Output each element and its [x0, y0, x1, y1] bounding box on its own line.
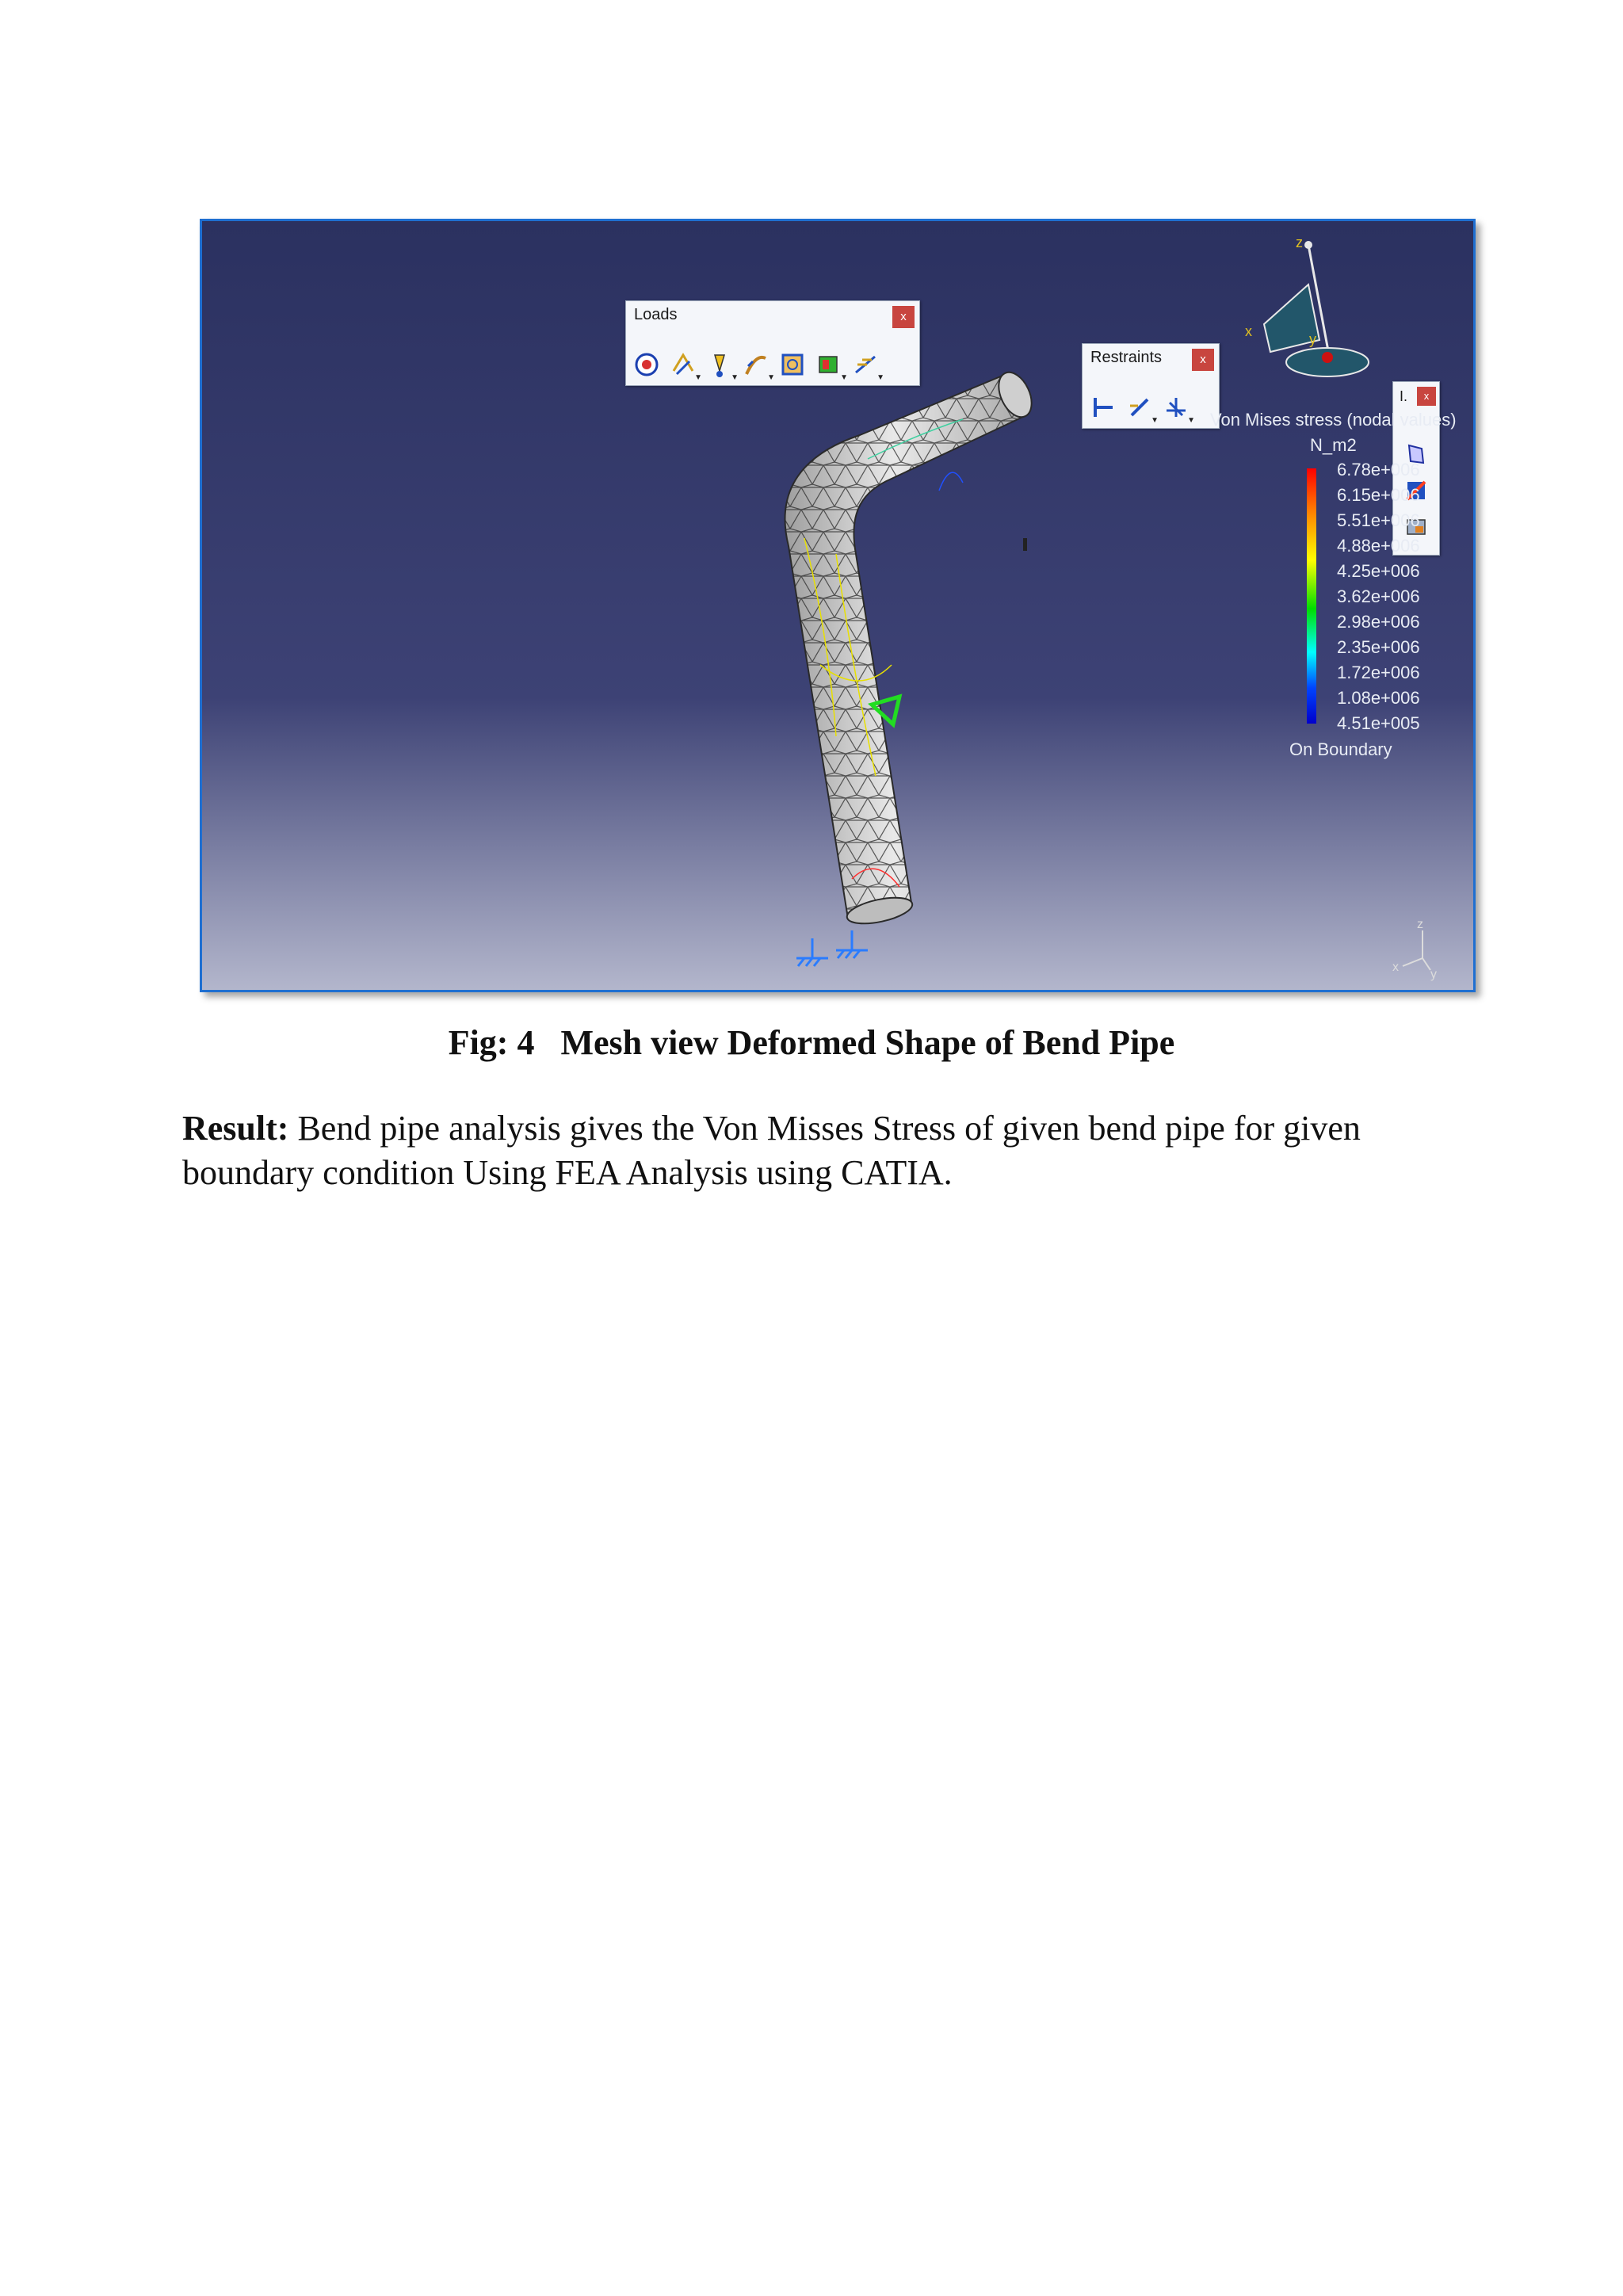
small-marker [1023, 538, 1027, 551]
moment-icon[interactable]: ▼ [705, 350, 734, 379]
line-force-icon[interactable]: ▼ [851, 350, 880, 379]
stress-legend [1210, 410, 1472, 965]
legend-unit: N_m2 [1310, 435, 1357, 455]
pressure-icon[interactable] [632, 350, 661, 379]
legend-values [1337, 457, 1420, 736]
loads-toolbar[interactable] [625, 300, 920, 386]
fea-figure [200, 219, 1476, 992]
legend-value: 3.62e+006 [1337, 586, 1420, 606]
svg-text:z: z [1417, 918, 1423, 931]
image-toolbar-title: I. [1400, 388, 1408, 404]
legend-value: 2.98e+006 [1337, 612, 1420, 632]
bearing-load-icon[interactable]: ▼ [742, 350, 770, 379]
result-paragraph [182, 1106, 1482, 1195]
legend-color-bar [1307, 468, 1316, 724]
figure-caption [0, 1022, 1623, 1063]
importing-force-icon[interactable] [778, 350, 807, 379]
distributed-force-icon[interactable]: ▼ [669, 350, 697, 379]
iso-static-restraint-icon[interactable]: ▼ [1162, 393, 1190, 422]
restraints-toolbar[interactable] [1082, 343, 1220, 429]
loads-toolbar-title: Loads [634, 306, 678, 323]
caption-prefix: Fig: 4 [448, 1023, 535, 1062]
svg-text:z: z [1296, 235, 1303, 250]
restraints-toolbar-title: Restraints [1090, 349, 1163, 366]
svg-text:y: y [1309, 331, 1316, 347]
legend-value: 2.35e+006 [1337, 637, 1420, 657]
legend-value: 1.08e+006 [1337, 688, 1420, 708]
body-force-icon[interactable]: ▼ [815, 350, 843, 379]
result-label: Result: [182, 1109, 289, 1148]
legend-footer: On Boundary [1289, 739, 1392, 759]
legend-value: 4.88e+006 [1337, 536, 1420, 556]
image-toolbar-close-button[interactable]: x [1417, 387, 1436, 406]
loads-icon-row [632, 350, 884, 382]
restraints-close-button[interactable]: x [1192, 349, 1214, 371]
svg-text:x: x [1245, 323, 1252, 339]
restraints-icon-row [1089, 393, 1195, 425]
legend-value: 4.25e+006 [1337, 561, 1420, 581]
legend-value: 1.72e+006 [1337, 663, 1420, 682]
legend-value: 5.51e+006 [1337, 510, 1420, 530]
legend-value: 4.51e+005 [1337, 713, 1420, 733]
legend-title: Von Mises stress (nodal values) [1210, 410, 1457, 430]
result-text: Bend pipe analysis gives the Von Misses Stress of given bend pipe for given boundary condition Using FEA Analysis using CATIA. [182, 1109, 1361, 1192]
legend-value: 6.78e+006 [1337, 460, 1420, 479]
legend-value: 6.15e+006 [1337, 485, 1420, 505]
clamp-icon[interactable] [1089, 393, 1117, 422]
loads-close-button[interactable]: x [892, 306, 915, 328]
svg-text:y: y [1430, 968, 1437, 981]
caption-text: Mesh view Deformed Shape of Bend Pipe [560, 1023, 1175, 1062]
surface-slider-icon[interactable]: ▼ [1125, 393, 1154, 422]
svg-text:x: x [1392, 961, 1399, 974]
